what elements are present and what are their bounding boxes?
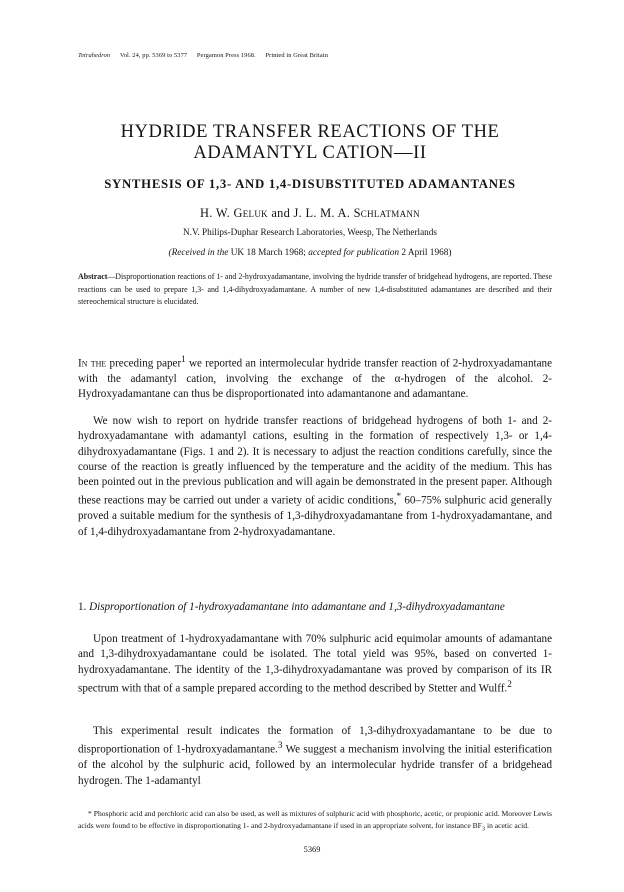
paragraph-2 <box>78 414 552 540</box>
accepted-label: accepted for publication <box>308 248 400 258</box>
footnote-star-mark: * <box>396 492 402 503</box>
reference-1-mark: 1 <box>181 355 186 365</box>
author-conjunction: and <box>267 206 294 220</box>
footnote <box>78 808 552 835</box>
affiliation: N.V. Philips-Duphar Research Laboratories, Weesp, The Netherlands <box>183 227 437 237</box>
abstract <box>78 271 552 309</box>
reference-2-mark: 2 <box>507 679 512 690</box>
footnote-mark: * <box>88 809 94 818</box>
received-uk: UK <box>230 248 245 258</box>
paragraph-2-text-a: We now wish to report on hydride transfer reactions of bridgehead hydrogens of both 1- and 2-hydroxyadamantane with adamantyl cations, esulting in the formation of respectively 1,3- or 1,4-dihydroxyadamantane (Figs. 1 and 2). It is necessary to adjust the reaction conditions carefully, since the course of the reaction is greatly influenced by the temperature and the acidity of the medium. This has been pointed out in the previous publication and will again be demonstrated in the present paper. Although these reactions may be carried out under a variety of acidic conditions, <box>78 415 552 508</box>
paragraph-4-text-a: This experimental result indicates the formation of 1,3-dihydroxyadamantane to be due to disproportionation of 1-hydroxyadamantane. <box>78 725 552 756</box>
paper-title <box>60 122 560 164</box>
footnote-subscript: 3 <box>481 825 486 833</box>
volume-pages: Vol. 24, pp. 5369 to 5377 <box>119 52 188 59</box>
section-1-heading <box>78 600 567 615</box>
running-head <box>78 52 328 59</box>
paragraph-2-text-b: 60–75% sulphuric acid generally proved a suitable medium for the synthesis of 1,3-dihydroxyadamantane from 1-hydroxyadamantane, and of 1,4-dihydroxyadamantane from 2-hydroxyadamantane. <box>78 495 552 538</box>
footnote-text-a: Phosphoric acid and perchloric acid can also be used, as well as mixtures of sulphuric acid with phosphoric, acetic, or propionic acid. Moreover Lewis acids were found to be effective in disproportionating 1- and 2-hydroxyadamantane if used in an appropriate solvent, for instance BF <box>78 809 552 830</box>
footnote-text-b: in acetic acid. <box>485 820 529 830</box>
paragraph-1-lead: In the <box>78 357 107 370</box>
authors <box>60 206 560 221</box>
paragraph-1 <box>78 353 552 403</box>
received-date: 18 March 1968; <box>244 248 309 258</box>
section-1-number: 1. <box>78 601 90 613</box>
title-line-1: HYDRIDE TRANSFER REACTIONS OF THE <box>120 122 500 142</box>
paragraph-4-text-b: We suggest a mechanism involving the initial esterification of the alcohol by the sulphuric acid, followed by an intermolecular hydride transfer of a bridgehead hydrogen. The 1-adamantyl <box>78 743 552 787</box>
received-dates <box>60 248 560 258</box>
paragraph-1-text: we reported an intermolecular hydride transfer reaction of 2-hydroxyadamantane with the adamantyl cation, involving the exchange of the α-hydrogen of the alcohol. 2-Hydroxyadamantane can thus be disproportionated into adamantanone and adamantane. <box>78 357 552 401</box>
abstract-text: —Disproportionation reactions of 1- and 2-hydroxyadamantane, involving the hydride transfer of bridgehead hydrogens, are reported. These reactions can be used to prepare 1,3- and 1,4-dihydroxyadamantane. A number of new 1,4-disubstituted adamantanes are described and their stereochemical structure is elucidated. <box>78 272 552 307</box>
paragraph-3 <box>78 632 552 697</box>
printed-in: Printed in Great Britain <box>265 52 329 59</box>
author-1-surname: Geluk <box>233 206 268 220</box>
paper-subtitle: SYNTHESIS OF 1,3- AND 1,4-DISUBSTITUTED ADAMANTANES <box>104 177 516 191</box>
page-number: 5369 <box>303 845 321 854</box>
author-1-initials: H. W. <box>200 206 234 220</box>
accepted-date: 2 April 1968) <box>399 248 452 258</box>
received-open: (Received in the <box>168 248 231 258</box>
journal-name: Tetrahedron <box>78 52 111 59</box>
abstract-label: Abstract <box>78 272 108 281</box>
author-2-initials: J. L. M. A. <box>293 206 354 220</box>
paragraph-3-text: Upon treatment of 1-hydroxyadamantane with 70% sulphuric acid equimolar amounts of adamantane and 1,3-dihydroxyadamantane could be isolated. The total yield was 95%, based on converted 1-hydroxyadamantane. The identity of the 1,3-dihydroxyadamantane was proved by comparison of its IR spectrum with that of a sample prepared according to the method described by Stetter and Wulff. <box>78 633 552 695</box>
publisher: Pergamon Press 1968. <box>196 52 256 59</box>
section-1-title: Disproportionation of 1-hydroxyadamantane into adamantane and 1,3-dihydroxyadamantane <box>89 601 505 613</box>
author-2-surname: Schlatmann <box>353 206 420 220</box>
reference-3-mark: 3 <box>277 741 283 752</box>
paragraph-4 <box>78 724 552 789</box>
title-line-2: ADAMANTYL CATION—II <box>193 143 427 163</box>
paragraph-1-after-lead: preceding paper <box>106 357 182 370</box>
